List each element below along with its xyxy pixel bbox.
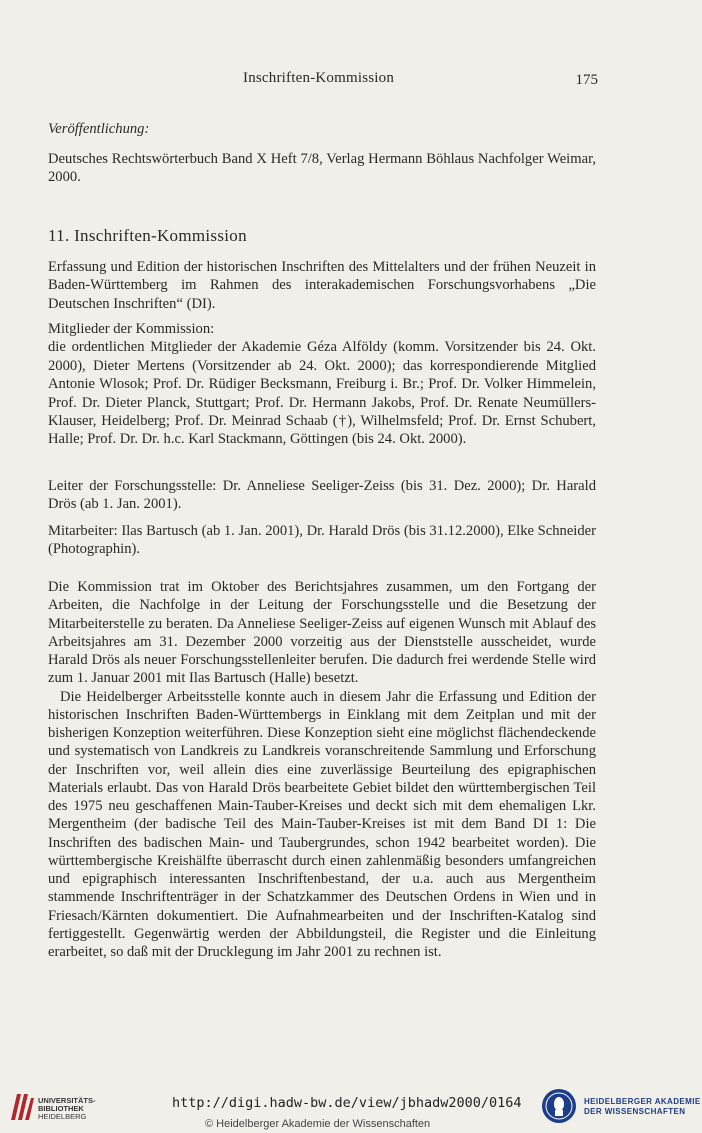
research-lead: Leiter der Forschungsstelle: Dr. Anneliese Seeliger-Zeiss (bis 31. Dez. 2000); Dr. Harald Drös (ab 1. Jan. 2001). bbox=[48, 478, 596, 513]
members-block bbox=[48, 320, 596, 449]
library-name-line: HEIDELBERG bbox=[38, 1112, 87, 1121]
publication-text: Deutsches Rechtswörterbuch Band X Heft 7/8, Verlag Hermann Böhlaus Nachfolger Weimar, 2000. bbox=[48, 151, 596, 186]
page-number: 175 bbox=[575, 72, 598, 88]
library-name-line: BIBLIOTHEK bbox=[38, 1104, 84, 1113]
running-header bbox=[48, 68, 598, 90]
permalink-url[interactable]: http://digi.hadw-bw.de/view/jbhadw2000/0164 bbox=[172, 1095, 522, 1111]
paragraph: Die Heidelberger Arbeitsstelle konnte auch in diesem Jahr die Erfassung und Edition der historischen Inschriften Baden-Württembergs in Einklang mit dem Zeitplan und mit der bisherigen Konzeption weiterführen. Diese Konzeption sieht eine möglichst flächendeckende und systematisch von Landkreis zu Landkreis voranschreitende Sammlung und Erforschung der Inschriften vor, weil allein dies eine zuverlässige Beurteilung des epigraphischen Materials erlaubt. Das von Harald Drös bearbeitete Gebiet bildet den württembergischen Teil des 1975 neu geschaffenen Main-Tauber-Kreises und deckt sich mit dem ehemaligen Lkr. Mergentheim (der badische Teil des Main-Tauber-Kreises ist mit dem Band DI 1: Die Inschriften des badischen Main- und Taubergrundes, schon 1942 bearbeitet worden). Die württembergische Kreishälfte überrascht durch einen zahlenmäßig besonders umfangreichen und epigraphisch interessanten Inschriftenbestand, der u.a. auch aus Mergentheim stammende Inschriftenträger in der Schatzkammer des Deutschen Ordens in Wien und in Friesach/Kärnten dokumentiert. Die Aufnahmearbeiten und der Inschriften-Katalog sind fertiggestellt. Gegenwärtig werden der Abbildungsteil, die Register und die Einleitung erarbeitet, so daß mit der Drucklegung im Jahr 2001 zu rechnen ist. bbox=[48, 688, 596, 960]
academy-seal-icon bbox=[541, 1088, 577, 1124]
paragraph: Die Kommission trat im Oktober des Berichtsjahres zusammen, um den Fortgang der Arbeiten, die Nachfolge in der Leitung der Forschungsstelle und die Besetzung der Mitarbeiterstelle zu beraten. Da Anneliese Seeliger-Zeiss auf eigenen Wunsch mit Ablauf des Arbeitsjahres am 31. Dezember 2000 vorzeitig aus der Dienststelle ausscheidet, wurde Harald Drös als neuer Forschungsstellenleiter berufen. Die dadurch frei werdende Stelle wird zum 1. Januar 2001 mit Ilas Bartusch (Halle) besetzt. bbox=[48, 579, 596, 687]
section-heading: 11. Inschriften-Kommission bbox=[48, 226, 247, 245]
academy-name-line: HEIDELBERGER AKADEMIE bbox=[584, 1097, 701, 1106]
copyright-notice: © Heidelberger Akademie der Wissenschaften bbox=[205, 1118, 431, 1130]
staff: Mitarbeiter: Ilas Bartusch (ab 1. Jan. 2001), Dr. Harald Drös (bis 31.12.2000), Elke Schneider (Photographin). bbox=[48, 523, 596, 558]
digitization-footer bbox=[0, 1078, 702, 1133]
members-label: Mitglieder der Kommission: bbox=[48, 321, 215, 337]
university-library-name bbox=[38, 1097, 96, 1121]
publication-label: Veröffentlichung: bbox=[48, 121, 150, 137]
academy-name-line: DER WISSENSCHAFTEN bbox=[584, 1107, 686, 1116]
members-list: die ordentlichen Mitglieder der Akademie Géza Alföldy (komm. Vorsitzender bis 24. Okt. 2000), Dieter Mertens (Vorsitzender ab 24. Okt. 2000); das korrespondierende Mitglied Antonie Wlosok; Prof. Dr. Rüdiger Becksmann, Freiburg i. Br.; Prof. Dr. Volker Himmelein, Prof. Dr. Dieter Planck, Stuttgart; Prof. Dr. Hermann Jakobs, Prof. Dr. Renate Neumüllers-Klauser, Heidelberg; Prof. Dr. Meinrad Schaab (†), Wilhelmsfeld; Prof. Dr. Ernst Schubert, Halle; Prof. Dr. Dr. h.c. Karl Stackmann, Göttingen (bis 24. Okt. 2000). bbox=[48, 339, 596, 448]
running-header-title: Inschriften-Kommission bbox=[243, 70, 395, 86]
library-name-line: UNIVERSITÄTS- bbox=[38, 1096, 96, 1105]
report-body bbox=[48, 578, 596, 961]
university-library-logo-icon bbox=[9, 1092, 35, 1122]
section-intro: Erfassung und Edition der historischen Inschriften des Mittelalters und der frühen Neuzeit in Baden-Württemberg im Rahmen des interakademischen Forschungsvorhabens „Die Deutschen Inschriften“ (DI). bbox=[48, 259, 596, 312]
academy-name bbox=[584, 1097, 701, 1117]
